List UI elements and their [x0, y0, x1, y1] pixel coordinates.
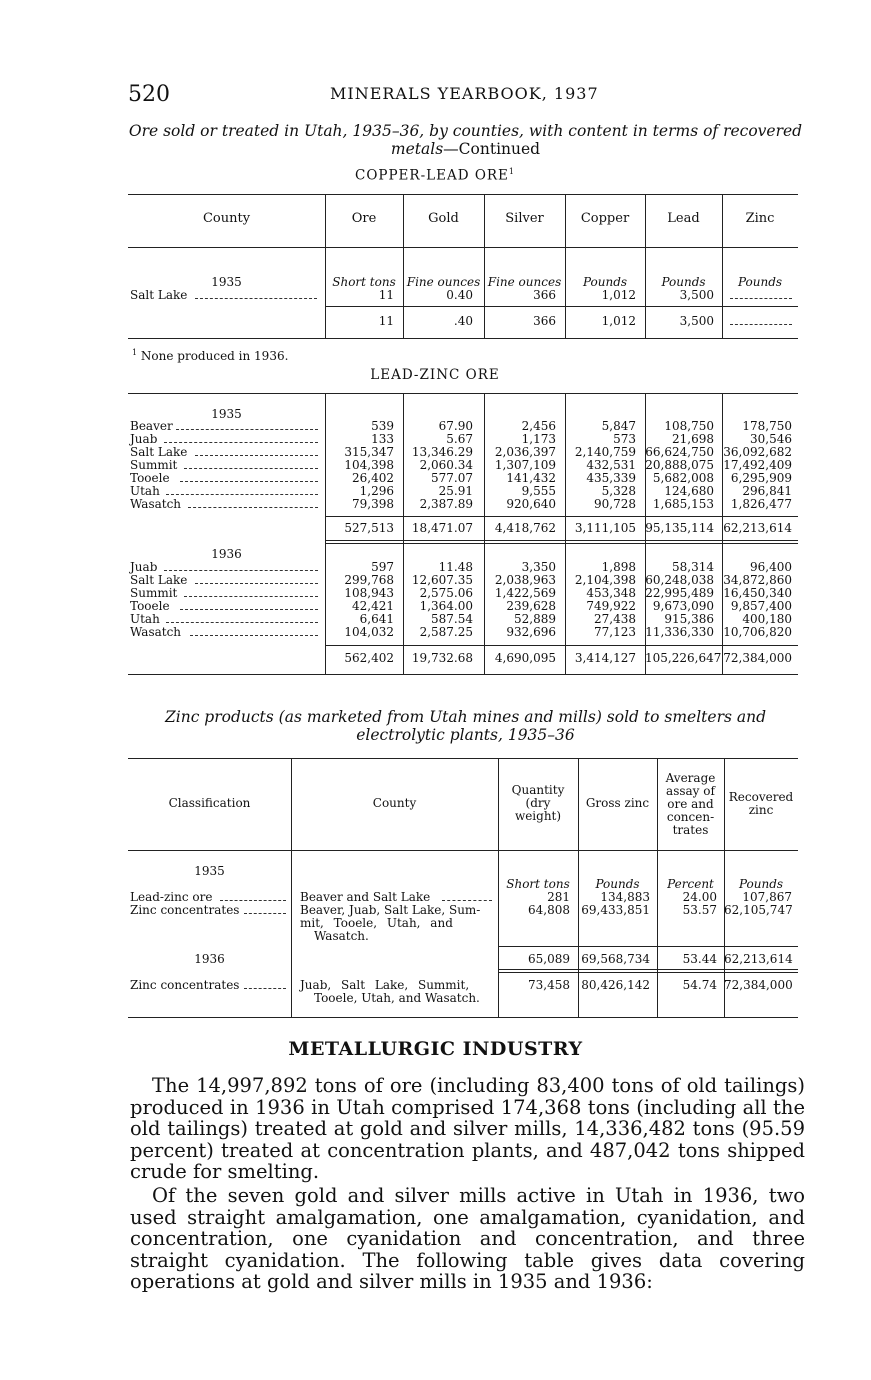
col-header-copper: Copper [580, 211, 630, 226]
year-label: 1936 [211, 547, 242, 561]
value-cell: 5,847 [601, 419, 636, 433]
table1-caption-continued: —Continued [443, 140, 541, 158]
year-label: 1936 [194, 952, 225, 966]
value-cell: 2,140,759 [574, 445, 636, 459]
value-cell: 124,680 [664, 484, 714, 498]
col-header-assay: assay of [666, 784, 715, 798]
value-cell: 12,607.35 [411, 573, 473, 587]
total-cell: 11 [378, 314, 394, 328]
leader-dots [195, 583, 318, 584]
total-cell: 105,226,647 [645, 651, 722, 665]
table2-total-rule [325, 543, 798, 544]
footnote-mark: 1 [132, 348, 138, 357]
value-cell: 13,346.29 [411, 445, 473, 459]
classification-cell: Zinc concentrates [130, 978, 240, 992]
leader-dots [166, 494, 318, 495]
table1-header-rule [128, 247, 798, 248]
county-name: Summit [130, 586, 178, 600]
total-cell: 53.44 [682, 952, 717, 966]
table2-total-rule [325, 516, 798, 517]
value-cell: 27,438 [594, 612, 636, 626]
value-cell: 20,888,075 [645, 458, 714, 472]
table1-caption-main: Ore sold or treated in Utah, 1935–36, by counties, with content in terms of recovered metals [128, 122, 803, 158]
table3-bottom-rule [128, 1017, 798, 1018]
value-cell: 108,750 [664, 419, 714, 433]
value-cell: 24.00 [682, 890, 717, 904]
col-header-ore: Ore [351, 211, 377, 226]
county-cell: mit, Tooele, Utah, and [300, 916, 453, 930]
leader-dots [164, 442, 318, 443]
page-number: 520 [128, 82, 170, 107]
value-cell: 1,826,477 [730, 497, 792, 511]
value-cell: 366 [533, 288, 556, 302]
value-cell: 2,104,398 [574, 573, 636, 587]
table2-total-rule [325, 645, 798, 646]
leader-dots [188, 507, 318, 508]
value-cell: 6,641 [359, 612, 394, 626]
county-name: Juab [130, 432, 158, 446]
value-cell: 932,696 [506, 625, 556, 639]
county-name: Utah [130, 484, 160, 498]
unit-label: Fine ounces [406, 275, 481, 289]
county-cell: Beaver, Juab, Salt Lake, Sum- [300, 903, 481, 917]
table3-header-rule [128, 850, 798, 851]
leader-dots [184, 596, 318, 597]
county-name: Tooele [130, 599, 170, 613]
value-cell: 2,587.25 [419, 625, 473, 639]
value-cell: 64,808 [528, 903, 570, 917]
value-cell: 915,386 [664, 612, 714, 626]
leader-dots [180, 481, 318, 482]
unit-label: Fine ounces [487, 275, 562, 289]
value-cell: 69,433,851 [581, 903, 650, 917]
col-header-classification: Classification [168, 796, 251, 810]
col-header-recovered-zinc: zinc [748, 803, 774, 817]
county-cell: Tooele, Utah, and Wasatch. [314, 991, 480, 1005]
leader-dots [166, 622, 318, 623]
value-cell: 749,922 [586, 599, 636, 613]
col-header-lead: Lead [667, 211, 700, 226]
value-cell: 16,450,340 [723, 586, 792, 600]
value-cell: 573 [613, 432, 636, 446]
col-header-quantity: (dry [525, 796, 551, 810]
table3-caption-line1: Zinc products (as marketed from Utah mines and mills) sold to smelters and [164, 708, 767, 726]
leader-dots [730, 324, 792, 325]
table3-caption-line2: electrolytic plants, 1935–36 [356, 726, 575, 744]
value-cell: 400,180 [742, 612, 792, 626]
col-header-assay: concen- [666, 810, 715, 824]
county-cell: Juab, Salt Lake, Summit, [300, 978, 470, 992]
total-cell: 1,012 [601, 314, 636, 328]
table2-bottom-rule [128, 674, 798, 675]
value-cell: 5,328 [601, 484, 636, 498]
running-head: MINERALS YEARBOOK, 1937 [330, 84, 599, 103]
col-header-quantity: weight) [514, 809, 562, 823]
body-paragraph: Of the seven gold and silver mills active in Utah in 1936, two used straight amalgamation, one amalgamation, cyanidation, and concentration, one cyanidation and concentration, and three straight cyanidation. The following table gives data covering operations at gold and silver mills in 1935 and 1936: [130, 1184, 805, 1293]
value-cell: 435,339 [586, 471, 636, 485]
total-cell: 527,513 [344, 521, 394, 535]
county-name: Juab [130, 560, 158, 574]
classification-cell: Lead-zinc ore [130, 890, 213, 904]
table1-subtitle [330, 167, 540, 184]
leader-dots [180, 609, 318, 610]
value-cell: 2,575.06 [419, 586, 473, 600]
value-cell: 239,628 [506, 599, 556, 613]
value-cell: 1,364.00 [419, 599, 473, 613]
value-cell: 296,841 [742, 484, 792, 498]
value-cell: 141,432 [506, 471, 556, 485]
leader-dots [176, 429, 318, 430]
value-cell: 178,750 [742, 419, 792, 433]
value-cell: 72,384,000 [724, 978, 793, 992]
value-cell: 66,624,750 [645, 445, 714, 459]
total-cell: 95,135,114 [645, 521, 714, 535]
table3-top-rule [128, 758, 798, 759]
table2-top-rule [128, 393, 798, 394]
county-name: Utah [130, 612, 160, 626]
county-name: Salt Lake [130, 288, 188, 302]
total-cell: 3,414,127 [574, 651, 636, 665]
value-cell: 79,398 [352, 497, 394, 511]
total-cell: 72,384,000 [723, 651, 792, 665]
leader-dots [190, 635, 318, 636]
year-label: 1935 [194, 864, 225, 878]
footnote [132, 348, 288, 363]
total-cell: 65,089 [528, 952, 570, 966]
value-cell: 133 [371, 432, 394, 446]
col-header-quantity: Quantity [511, 783, 565, 797]
footnote-text: None produced in 1936. [140, 349, 289, 363]
value-cell: 77,123 [594, 625, 636, 639]
table1-caption [118, 122, 813, 158]
col-header-silver: Silver [505, 211, 544, 226]
unit-label: Pounds [582, 275, 628, 289]
value-cell: 9,673,090 [652, 599, 714, 613]
section-heading: METALLURGIC INDUSTRY [288, 1038, 583, 1060]
total-cell: .40 [453, 314, 473, 328]
year-label: 1935 [211, 407, 242, 421]
col-header-county: County [372, 796, 417, 810]
unit-label: Pounds [661, 275, 706, 289]
leader-dots [220, 900, 286, 901]
table1-top-rule [128, 194, 798, 195]
value-cell: 1,296 [359, 484, 394, 498]
value-cell: 3,350 [521, 560, 556, 574]
county-name: Beaver [130, 419, 173, 433]
value-cell: 73,458 [528, 978, 570, 992]
value-cell: 6,295,909 [730, 471, 792, 485]
col-header-assay: Average [665, 771, 716, 785]
county-name: Wasatch [130, 497, 182, 511]
value-cell: 11 [378, 288, 394, 302]
value-cell: 299,768 [344, 573, 394, 587]
value-cell: 2,387.89 [419, 497, 473, 511]
total-cell: 62,213,614 [724, 952, 793, 966]
value-cell: 281 [547, 890, 570, 904]
value-cell: 9,555 [521, 484, 556, 498]
unit-label: Short tons [332, 275, 396, 289]
leader-dots [244, 988, 286, 989]
value-cell: 104,032 [344, 625, 394, 639]
value-cell: 52,889 [514, 612, 556, 626]
col-header-recovered-zinc: Recovered [728, 790, 794, 804]
leader-dots [184, 468, 318, 469]
value-cell: 453,348 [586, 586, 636, 600]
value-cell: 17,492,409 [723, 458, 792, 472]
value-cell: 3,500 [679, 288, 714, 302]
col-header-gold: Gold [428, 211, 459, 226]
value-cell: 26,402 [352, 471, 394, 485]
value-cell: 67.90 [438, 419, 473, 433]
value-cell: 134,883 [600, 890, 650, 904]
value-cell: 21,698 [672, 432, 714, 446]
total-cell: 4,690,095 [494, 651, 556, 665]
footnote-mark: 1 [508, 167, 515, 176]
value-cell: 42,421 [352, 599, 394, 613]
value-cell: 36,092,682 [723, 445, 792, 459]
county-name: Tooele [130, 471, 170, 485]
value-cell: 10,706,820 [723, 625, 792, 639]
table1-bottom-rule [128, 338, 798, 339]
value-cell: 11.48 [438, 560, 473, 574]
table3-total-rule [498, 972, 798, 973]
value-cell: 90,728 [594, 497, 636, 511]
value-cell: 1,422,569 [494, 586, 556, 600]
total-cell: 69,568,734 [581, 952, 650, 966]
value-cell: 2,036,397 [494, 445, 556, 459]
value-cell: 30,546 [750, 432, 792, 446]
table1-total-rule [325, 306, 798, 307]
value-cell: 1,012 [601, 288, 636, 302]
unit-label: Short tons [506, 877, 570, 891]
leader-dots [730, 298, 792, 299]
county-cell: Beaver and Salt Lake [300, 890, 431, 904]
value-cell: 1,307,109 [494, 458, 556, 472]
county-name: Wasatch [130, 625, 182, 639]
col-header-county: County [202, 211, 251, 226]
value-cell: 1,685,153 [652, 497, 714, 511]
col-header-assay: ore and [667, 797, 714, 811]
county-name: Summit [130, 458, 178, 472]
table2-subtitle: LEAD-ZINC ORE [370, 367, 500, 383]
value-cell: 577.07 [431, 471, 473, 485]
value-cell: 2,038,963 [494, 573, 556, 587]
value-cell: 107,867 [742, 890, 792, 904]
value-cell: 53.57 [682, 903, 717, 917]
value-cell: 315,347 [344, 445, 394, 459]
value-cell: 34,872,860 [723, 573, 792, 587]
classification-cell: Zinc concentrates [130, 903, 240, 917]
unit-label: Pounds [737, 275, 783, 289]
total-cell: 366 [533, 314, 556, 328]
value-cell: 80,426,142 [581, 978, 650, 992]
total-cell: 562,402 [344, 651, 394, 665]
leader-dots [195, 455, 318, 456]
total-cell: 3,500 [679, 314, 714, 328]
col-header-gross-zinc: Gross zinc [585, 796, 650, 810]
value-cell: 597 [371, 560, 394, 574]
col-header-zinc: Zinc [745, 211, 775, 226]
unit-label: Pounds [738, 877, 784, 891]
value-cell: 0.40 [446, 288, 473, 302]
value-cell: 11,336,330 [645, 625, 714, 639]
table2-total-rule [325, 540, 798, 541]
value-cell: 587.54 [431, 612, 473, 626]
body-paragraph: The 14,997,892 tons of ore (including 83,400 tons of old tailings) produced in 1936 in Utah comprised 174,368 tons (including all the old tailings) treated at gold and silver mills, 14,336,482 tons (95.59 percent) treated at concentration plants, and 487,042 tons shipped crude for smelting. [130, 1074, 805, 1183]
value-cell: 5.67 [446, 432, 473, 446]
value-cell: 432,531 [586, 458, 636, 472]
value-cell: 5,682,008 [652, 471, 714, 485]
value-cell: 62,105,747 [724, 903, 793, 917]
total-cell: 62,213,614 [723, 521, 792, 535]
value-cell: 9,857,400 [730, 599, 792, 613]
value-cell: 108,943 [344, 586, 394, 600]
value-cell: 1,898 [601, 560, 636, 574]
value-cell: 2,060.34 [419, 458, 473, 472]
value-cell: 96,400 [750, 560, 792, 574]
unit-label: Pounds [595, 877, 640, 891]
value-cell: 60,248,038 [645, 573, 714, 587]
value-cell: 22,995,489 [645, 586, 714, 600]
value-cell: 1,173 [521, 432, 556, 446]
value-cell: 539 [371, 419, 394, 433]
value-cell: 25.91 [438, 484, 473, 498]
value-cell: 2,456 [521, 419, 556, 433]
leader-dots [442, 900, 492, 901]
unit-label: Percent [667, 877, 714, 891]
leader-dots [195, 298, 317, 299]
table3-total-rule [498, 946, 798, 947]
year-label: 1935 [211, 275, 242, 289]
total-cell: 18,471.07 [411, 521, 473, 535]
table1-subtitle-text: COPPER-LEAD ORE [354, 167, 509, 184]
value-cell: 54.74 [682, 978, 717, 992]
total-cell: 3,111,105 [574, 521, 636, 535]
col-header-assay: trates [672, 823, 709, 837]
total-cell: 4,418,762 [494, 521, 556, 535]
value-cell: 58,314 [672, 560, 714, 574]
table3-total-rule [498, 969, 798, 970]
county-name: Salt Lake [130, 573, 188, 587]
value-cell: 104,398 [344, 458, 394, 472]
county-name: Salt Lake [130, 445, 188, 459]
leader-dots [244, 913, 286, 914]
value-cell: 920,640 [506, 497, 556, 511]
total-cell: 19,732.68 [411, 651, 473, 665]
leader-dots [164, 570, 318, 571]
county-cell: Wasatch. [314, 929, 369, 943]
